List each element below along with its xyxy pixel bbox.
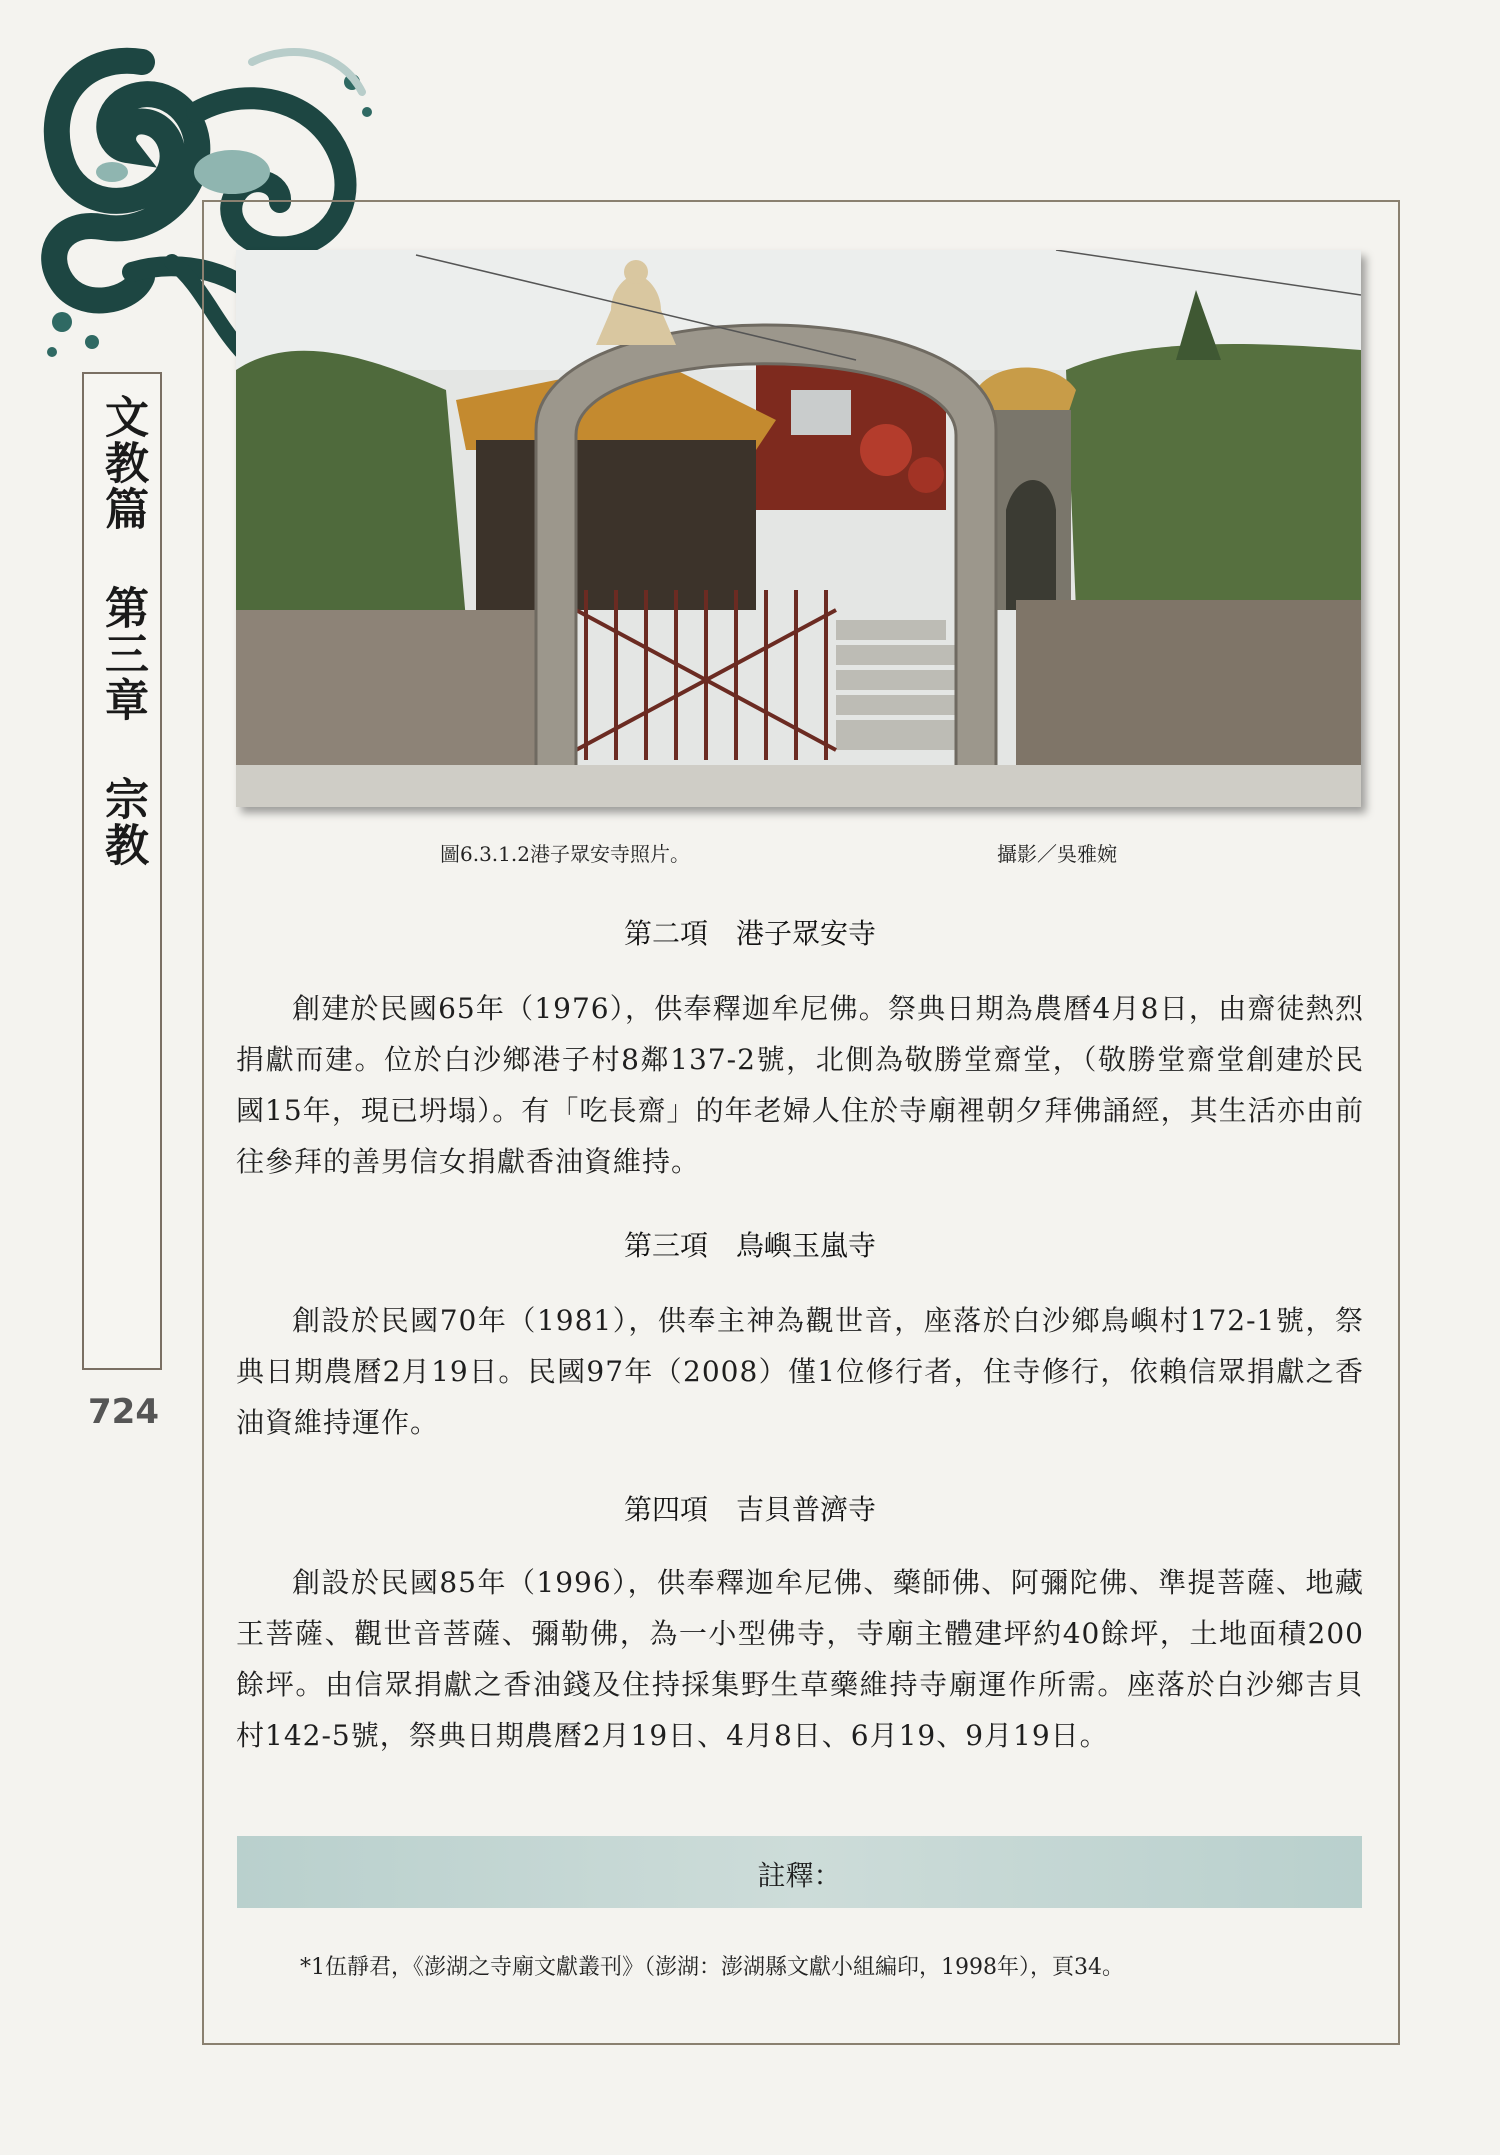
footnote: *1伍靜君，《澎湖之寺廟文獻叢刊》（澎湖：澎湖縣文獻小組編印，1998年），頁34。 — [300, 1955, 1124, 1980]
notes-heading: 註釋： — [757, 1859, 842, 1892]
section-body-jibei: 創設於民國85年（1996），供奉釋迦牟尼佛、藥師佛、阿彌陀佛、準提菩薩、地藏王菩薩、觀世音菩薩、彌勒佛，為一小型佛寺，寺廟主體建坪約40餘坪，土地面積200餘坪。由信眾捐獻之香油錢及住持採集野生草藥維持寺廟運作所需。座落於白沙鄉吉貝村142-5號，祭典日期農曆2月19日、4月8日、6月19、9月19日。 — [236, 1566, 1364, 1752]
chapter-tab — [82, 372, 162, 1370]
section-title-niaoyu: 第三項 鳥嶼玉嵐寺 — [623, 1229, 876, 1262]
section-body-niaoyu: 創設於民國70年（1981），供奉主神為觀世音，座落於白沙鄉鳥嶼村172-1號，祭典日期農曆2月19日。民國97年（2008）僅1位修行者，住寺修行，依賴信眾捐獻之香油資維持運作。 — [236, 1304, 1364, 1439]
section-title-jibei: 第四項 吉貝普濟寺 — [623, 1493, 876, 1526]
notes-header-bar — [237, 1836, 1362, 1908]
section-title-gangzi: 第二項 港子眾安寺 — [623, 917, 876, 950]
temple-photo — [236, 250, 1361, 807]
section-body-gangzi: 創建於民國65年（1976），供奉釋迦牟尼佛。祭典日期為農曆4月8日，由齋徒熱烈捐獻而建。位於白沙鄉港子村8鄰137-2號，北側為敬勝堂齋堂，（敬勝堂齋堂創建於民國15年，現已坍塌）。有「吃長齋」的年老婦人住於寺廟裡朝夕拜佛誦經，其生活亦由前往參拜的善男信女捐獻香油資維持。 — [236, 992, 1364, 1178]
page-number: 724 — [88, 1392, 159, 1432]
photo-credit: 攝影／吳雅婉 — [997, 842, 1117, 866]
photo-caption: 圖6.3.1.2港子眾安寺照片。 — [440, 842, 690, 866]
chapter-tab-label: 文教篇 第三章 宗教 — [97, 394, 148, 868]
